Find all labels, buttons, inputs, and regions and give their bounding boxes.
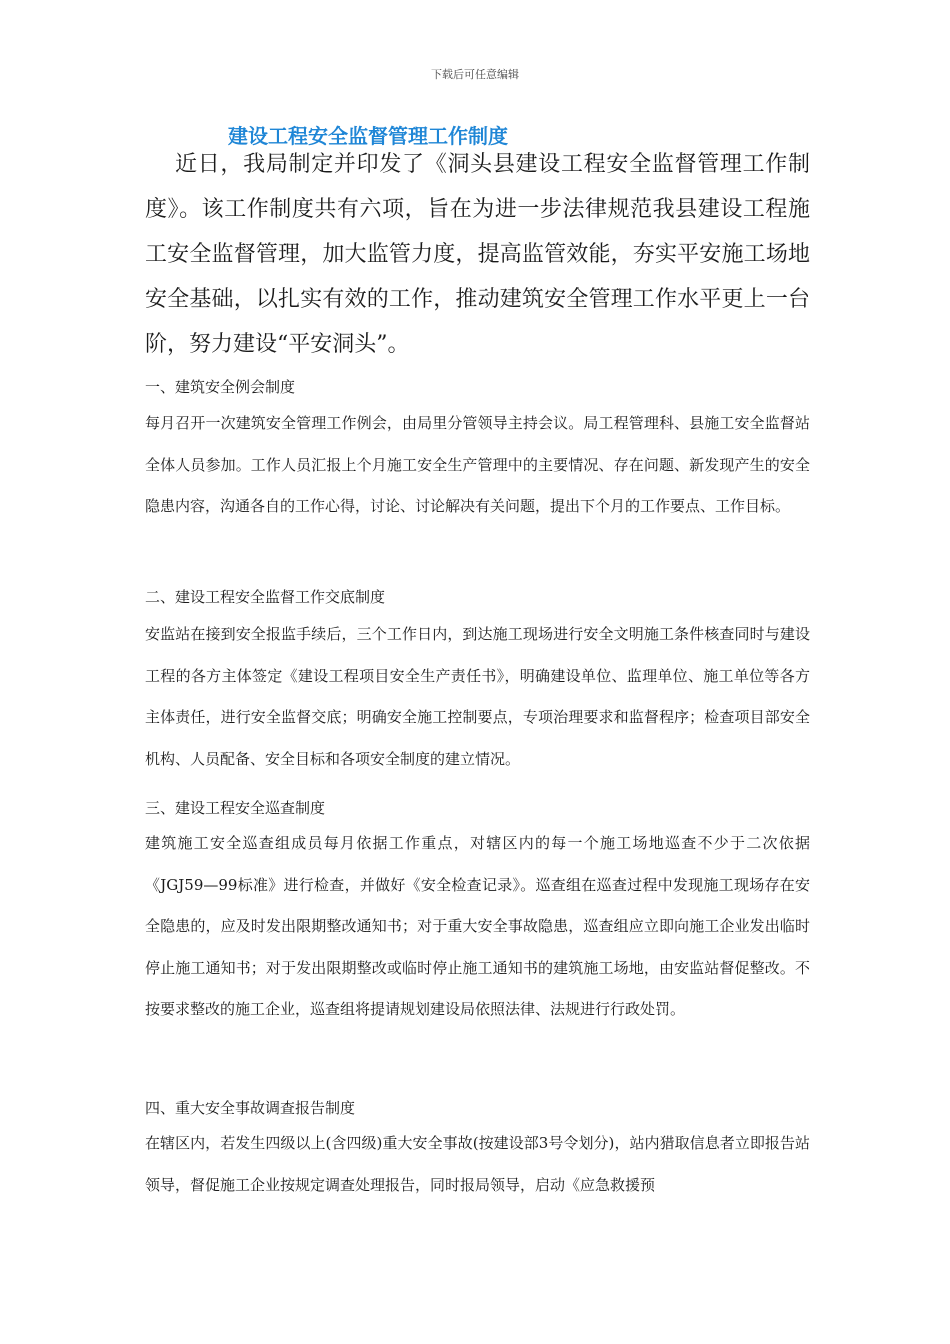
document-title: 建设工程安全监督管理工作制度	[228, 124, 508, 148]
section-3-heading: 三、建设工程安全巡查制度	[145, 799, 326, 817]
section-4-heading: 四、重大安全事故调查报告制度	[145, 1099, 356, 1117]
section-1-body: 每月召开一次建筑安全管理工作例会，由局里分管领导主持会议。局工程管理科、县施工安全监督站全体人员参加。工作人员汇报上个月施工安全生产管理中的主要情况、存在问题、新发现产生的安全隐患内容，沟通各自的工作心得，讨论、讨论解决有关问题，提出下个月的工作要点、工作目标。	[145, 414, 810, 516]
section-4-body: 在辖区内，若发生四级以上(含四级)重大安全事故(按建设部3号令划分)，站内猎取信息者立即报告站领导，督促施工企业按规定调查处理报告，同时报局领导，启动《应急救援预	[145, 1134, 810, 1194]
page-header-note: 下载后可任意编辑	[431, 68, 519, 81]
section-1-heading: 一、建筑安全例会制度	[145, 378, 296, 396]
intro-paragraph: 近日，我局制定并印发了《洞头县建设工程安全监督管理工作制度》。该工作制度共有六项，旨在为进一步法律规范我县建设工程施工安全监督管理，加大监管力度，提高监管效能，夯实平安施工场地安全基础，以扎实有效的工作，推动建筑安全管理工作水平更上一台阶，努力建设“平安洞头”。	[145, 152, 810, 357]
section-2-body: 安监站在接到安全报监手续后，三个工作日内，到达施工现场进行安全文明施工条件核查同时与建设工程的各方主体签定《建设工程项目安全生产责任书》，明确建设单位、监理单位、施工单位等各方主体责任，进行安全监督交底；明确安全施工控制要点，专项治理要求和监督程序；检查项目部安全机构、人员配备、安全目标和各项安全制度的建立情况。	[145, 625, 810, 768]
section-2-heading: 二、建设工程安全监督工作交底制度	[145, 588, 386, 606]
section-3-body: 建筑施工安全巡查组成员每月依据工作重点，对辖区内的每一个施工场地巡查不少于二次依据《JGJ59—99标准》进行检查，并做好《安全检查记录》。巡查组在巡查过程中发现施工现场存在安全隐患的，应及时发出限期整改通知书；对于重大安全事故隐患，巡查组应立即向施工企业发出临时停止施工通知书；对于发出限期整改或临时停止施工通知书的建筑施工场地，由安监站督促整改。不按要求整改的施工企业，巡查组将提请规划建设局依照法律、法规进行行政处罚。	[145, 834, 810, 1019]
